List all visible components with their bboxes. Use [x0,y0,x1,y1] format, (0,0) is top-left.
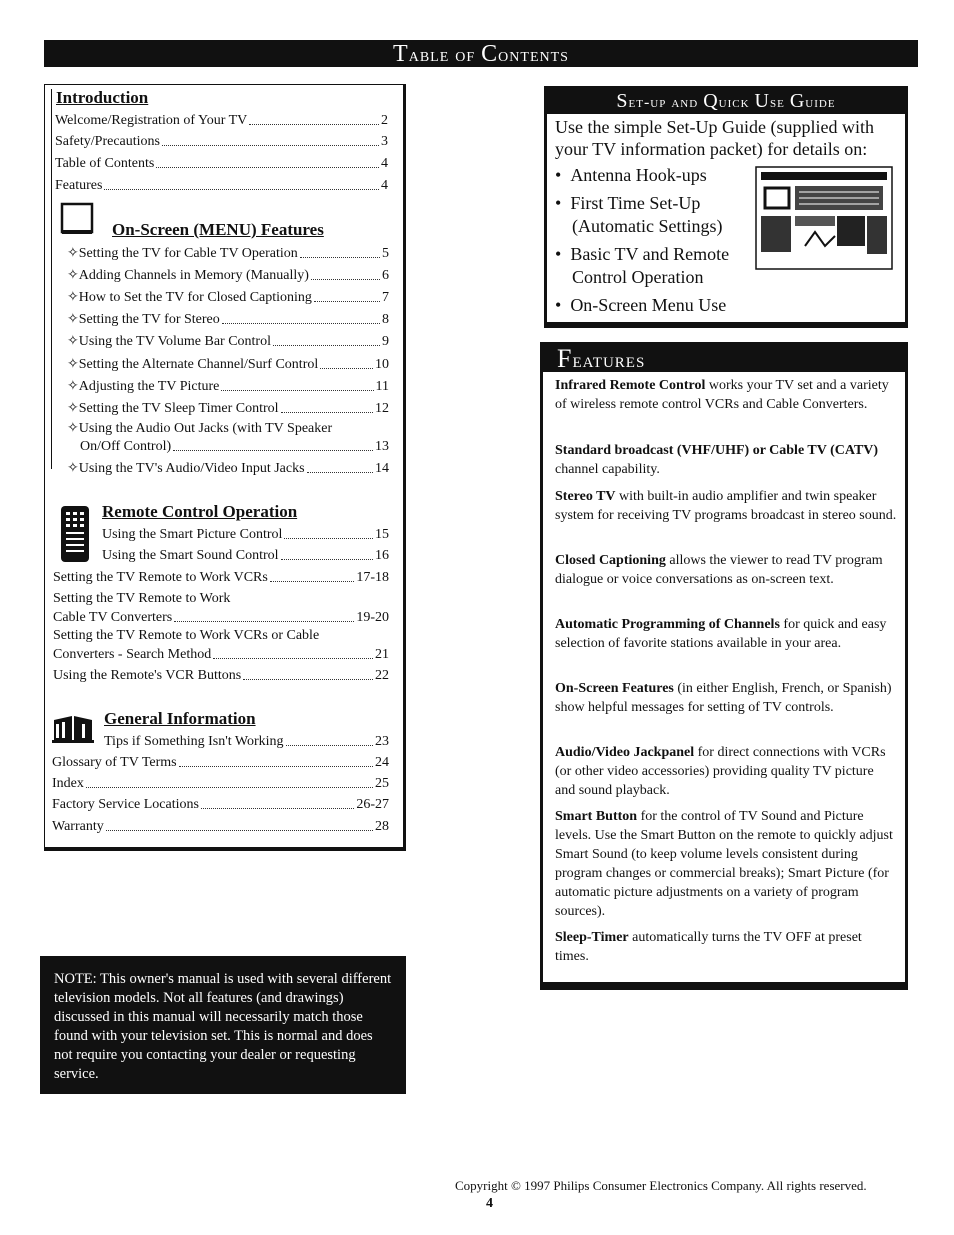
toc-entry[interactable]: Safety/Precautions 3 [55,134,388,149]
setup-bullet: • Antenna Hook-ups [555,165,707,185]
feature-item: Infrared Remote Control works your TV set and a variety of wireless remote control VCRs and Cable Converters. [555,378,889,412]
toc-entry[interactable]: On/Off Control) 13 [80,439,389,454]
toc-entry[interactable]: Converters - Search Method 21 [53,647,389,662]
toc-entry[interactable]: ✧Setting the Alternate Channel/Surf Control 10 [67,357,389,372]
toc-entry[interactable]: Using the Smart Sound Control 16 [102,548,389,563]
toc-entry[interactable]: Tips if Something Isn't Working 23 [104,734,389,749]
toc-entry[interactable]: Setting the TV Remote to Work VCRs 17-18 [53,570,389,585]
features-header: Features [543,342,905,372]
remote-control-icon [56,504,94,564]
toc-entry[interactable]: Setting the TV Remote to Work [53,591,231,606]
setup-bullet: • First Time Set-Up [555,193,701,213]
note-box: NOTE: This owner's manual is used with several different television models. Not all features (and drawings) discussed in this manual will necessarily match those found with your television set. This is normal and does not require you contacting your dealer or requesting service. [40,956,406,1094]
toc-entry[interactable]: Using the Smart Picture Control 15 [102,527,389,542]
setup-guide-booklet-icon [755,166,895,272]
feature-item: Sleep-Timer automatically turns the TV OFF at preset times. [555,930,862,964]
toc-entry[interactable]: Features 4 [55,178,388,193]
toc-entry[interactable]: Table of Contents 4 [55,156,388,171]
setup-guide-panel [544,86,908,328]
setup-guide-header: Set-up and Quick Use Guide [547,86,905,114]
toc-entry[interactable]: Index 25 [52,776,389,791]
feature-item: Automatic Programming of Channels for quick and easy selection of favorite stations available in your area. [555,617,887,651]
page-number: 4 [486,1196,493,1211]
setup-intro: Use the simple Set-Up Guide (supplied with your TV information packet) for details on: [555,117,874,159]
toc-entry[interactable]: ✧Setting the TV Sleep Timer Control 12 [67,401,389,416]
toc-entry[interactable]: Cable TV Converters 19-20 [53,610,389,625]
page-title: Table of Contents [44,40,918,67]
features-panel [540,342,908,990]
toc-entry[interactable]: Glossary of TV Terms 24 [52,755,389,770]
copyright: Copyright © 1997 Philips Consumer Electronics Company. All rights reserved. [455,1178,867,1193]
section-title-onscreen: On-Screen (MENU) Features [112,220,324,239]
feature-item: On-Screen Features (in either English, French, or Spanish) show helpful messages for setting of TV controls. [555,681,892,715]
toc-entry[interactable]: Factory Service Locations 26-27 [52,797,389,812]
setup-bullet-cont: Control Operation [572,267,704,287]
toc-entry[interactable]: ✧Setting the TV for Stereo 8 [67,312,389,327]
setup-bullet: • On-Screen Menu Use [555,295,727,315]
feature-item: Closed Captioning allows the viewer to read TV program dialogue or voice conversations as on-screen text. [555,553,883,587]
feature-item: Standard broadcast (VHF/UHF) or Cable TV (CATV) channel capability. [555,443,879,477]
toc-entry[interactable]: Using the Remote's VCR Buttons 22 [53,668,389,683]
toc-entry[interactable]: ✧How to Set the TV for Closed Captioning 7 [67,290,389,305]
toc-entry[interactable]: ✧Adding Channels in Memory (Manually) 6 [67,268,389,283]
feature-item: Audio/Video Jackpanel for direct connections with VCRs (or other video accessories) providing quality TV picture and sound playback. [555,745,886,798]
toc-entry[interactable]: Warranty 28 [52,819,389,834]
section-title-introduction: Introduction [56,88,149,107]
feature-item: Stereo TV with built-in audio amplifier and twin speaker system for receiving TV programs broadcast in stereo sound. [555,489,897,523]
setup-bullet: • Basic TV and Remote [555,244,730,264]
toc-entry[interactable]: ✧Using the TV Volume Bar Control 9 [67,334,389,349]
feature-item: Smart Button for the control of TV Sound and Picture levels. Use the Smart Button on the remote to quickly adjust Smart Sound (to keep volume levels consistent during program changes or commercial breaks); Smart Picture (for automatic picture adjustments on a variety of program sources). [555,809,893,919]
toc-entry[interactable]: Welcome/Registration of Your TV 2 [55,113,388,128]
setup-bullet-cont: (Automatic Settings) [572,216,723,236]
toc-entry[interactable]: ✧Setting the TV for Cable TV Operation 5 [67,246,389,261]
toc-entry[interactable]: ✧Using the TV's Audio/Video Input Jacks 14 [67,461,389,476]
toc-entry[interactable]: ✧Adjusting the TV Picture 11 [67,379,389,394]
book-icon [52,710,94,744]
section-title-general: General Information [104,709,256,728]
tv-screen-icon [60,202,96,236]
toc-entry[interactable]: ✧Using the Audio Out Jacks (with TV Speaker [67,421,333,436]
toc-entry[interactable]: Setting the TV Remote to Work VCRs or Cable [53,628,320,643]
section-title-remote: Remote Control Operation [102,502,298,521]
